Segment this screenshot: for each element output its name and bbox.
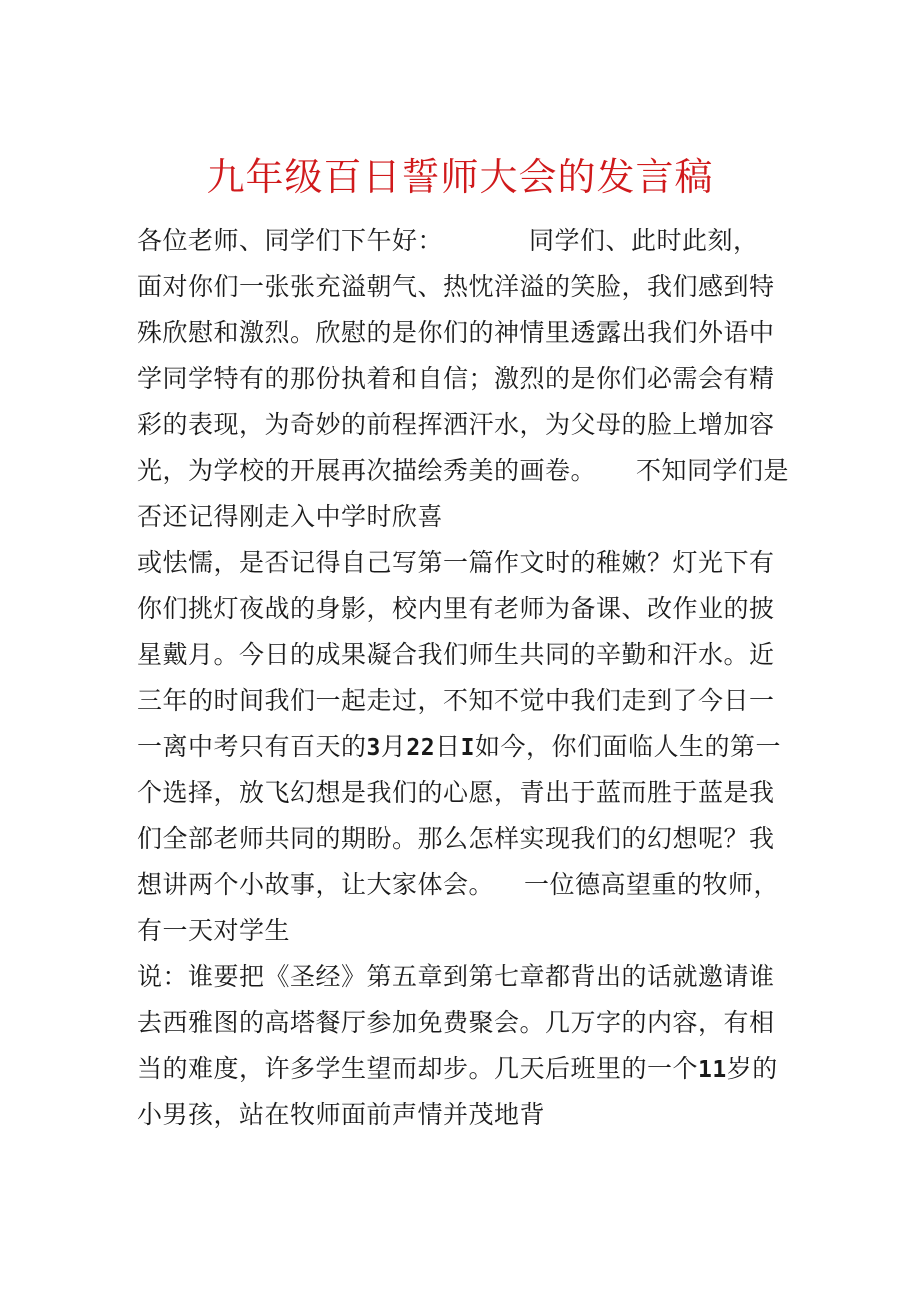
line-text: 各位老师、同学们下午好： — [137, 226, 444, 255]
line-text: 当的难度，许多学生望而却步。几天后班里的一个 — [137, 1054, 699, 1083]
paragraph-line — [137, 816, 797, 862]
date-number: 22 — [406, 735, 436, 761]
line-text: 光，为学校的开展再次描绘秀美的画卷。 — [137, 456, 597, 485]
paragraph-line — [137, 1046, 797, 1092]
line-text: 星戴月。今日的成果凝合我们师生共同的辛勤和汗水。近 — [137, 640, 775, 669]
line-text: 小男孩，站在牧师面前声情并茂地背 — [137, 1100, 546, 1129]
line-text: 说：谁要把《圣经》第五章到第七章都背出的话就邀请谁 — [137, 962, 775, 991]
paragraph-line — [137, 448, 797, 494]
age-number: 11 — [698, 1057, 727, 1083]
document-body — [137, 218, 797, 1138]
paragraph-line — [137, 540, 797, 586]
line-text: 殊欣慰和激烈。欣慰的是你们的神情里透露出我们外语中 — [137, 318, 775, 347]
paragraph-line — [137, 908, 797, 954]
paragraph-line — [137, 586, 797, 632]
line-text: 一离中考只有百天的 — [137, 732, 367, 761]
line-text: 学同学特有的那份执着和自信；激烈的是你们必需会有精 — [137, 364, 775, 393]
line-text: 三年的时间我们一起走过，不知不觉中我们走到了今日一 — [137, 686, 775, 715]
date-number: 3 — [366, 735, 381, 761]
line-text: 同学们、此时此刻， — [529, 226, 759, 255]
line-text: 一位德高望重的牧师， — [524, 870, 780, 899]
line-text: 想讲两个小故事，让大家体会。 — [137, 870, 495, 899]
paragraph-line — [137, 264, 797, 310]
line-text: 有一天对学生 — [137, 916, 291, 945]
line-text: 你们挑灯夜战的身影，校内里有老师为备课、改作业的披 — [137, 594, 775, 623]
paragraph-line — [137, 218, 797, 264]
paragraph-line — [137, 954, 797, 1000]
line-text: 岁的 — [726, 1054, 778, 1083]
line-text: 月 — [380, 732, 407, 761]
paragraph-line — [137, 724, 797, 770]
paragraph-line — [137, 402, 797, 448]
paragraph-line — [137, 678, 797, 724]
paragraph-line — [137, 310, 797, 356]
line-text: 否还记得刚走入中学时欣喜 — [137, 502, 444, 531]
paragraph-line — [137, 356, 797, 402]
document-title: 九年级百日誓师大会的发言稿 — [206, 155, 714, 199]
line-text: 们全部老师共同的期盼。那么怎样实现我们的幻想呢？我 — [137, 824, 775, 853]
date-number: I — [460, 735, 475, 761]
line-text: 或怯懦，是否记得自己写第一篇作文时的稚嫩？灯光下有 — [137, 548, 775, 577]
line-text: 日 — [435, 732, 461, 761]
paragraph-line — [137, 1000, 797, 1046]
line-text: 去西雅图的高塔餐厅参加免费聚会。几万字的内容，有相 — [137, 1008, 775, 1037]
paragraph-line — [137, 494, 797, 540]
paragraph-line — [137, 1092, 797, 1138]
paragraph-line — [137, 632, 797, 678]
line-text: 个选择，放飞幻想是我们的心愿，青出于蓝而胜于蓝是我 — [137, 778, 775, 807]
line-text: 面对你们一张张充溢朝气、热忱洋溢的笑脸，我们感到特 — [137, 272, 775, 301]
paragraph-line — [137, 862, 797, 908]
line-text: 彩的表现，为奇妙的前程挥洒汗水，为父母的脸上增加容 — [137, 410, 775, 439]
line-text: 不知同学们是 — [636, 456, 790, 485]
line-text: 如今，你们面临人生的第一 — [474, 732, 781, 761]
paragraph-line — [137, 770, 797, 816]
